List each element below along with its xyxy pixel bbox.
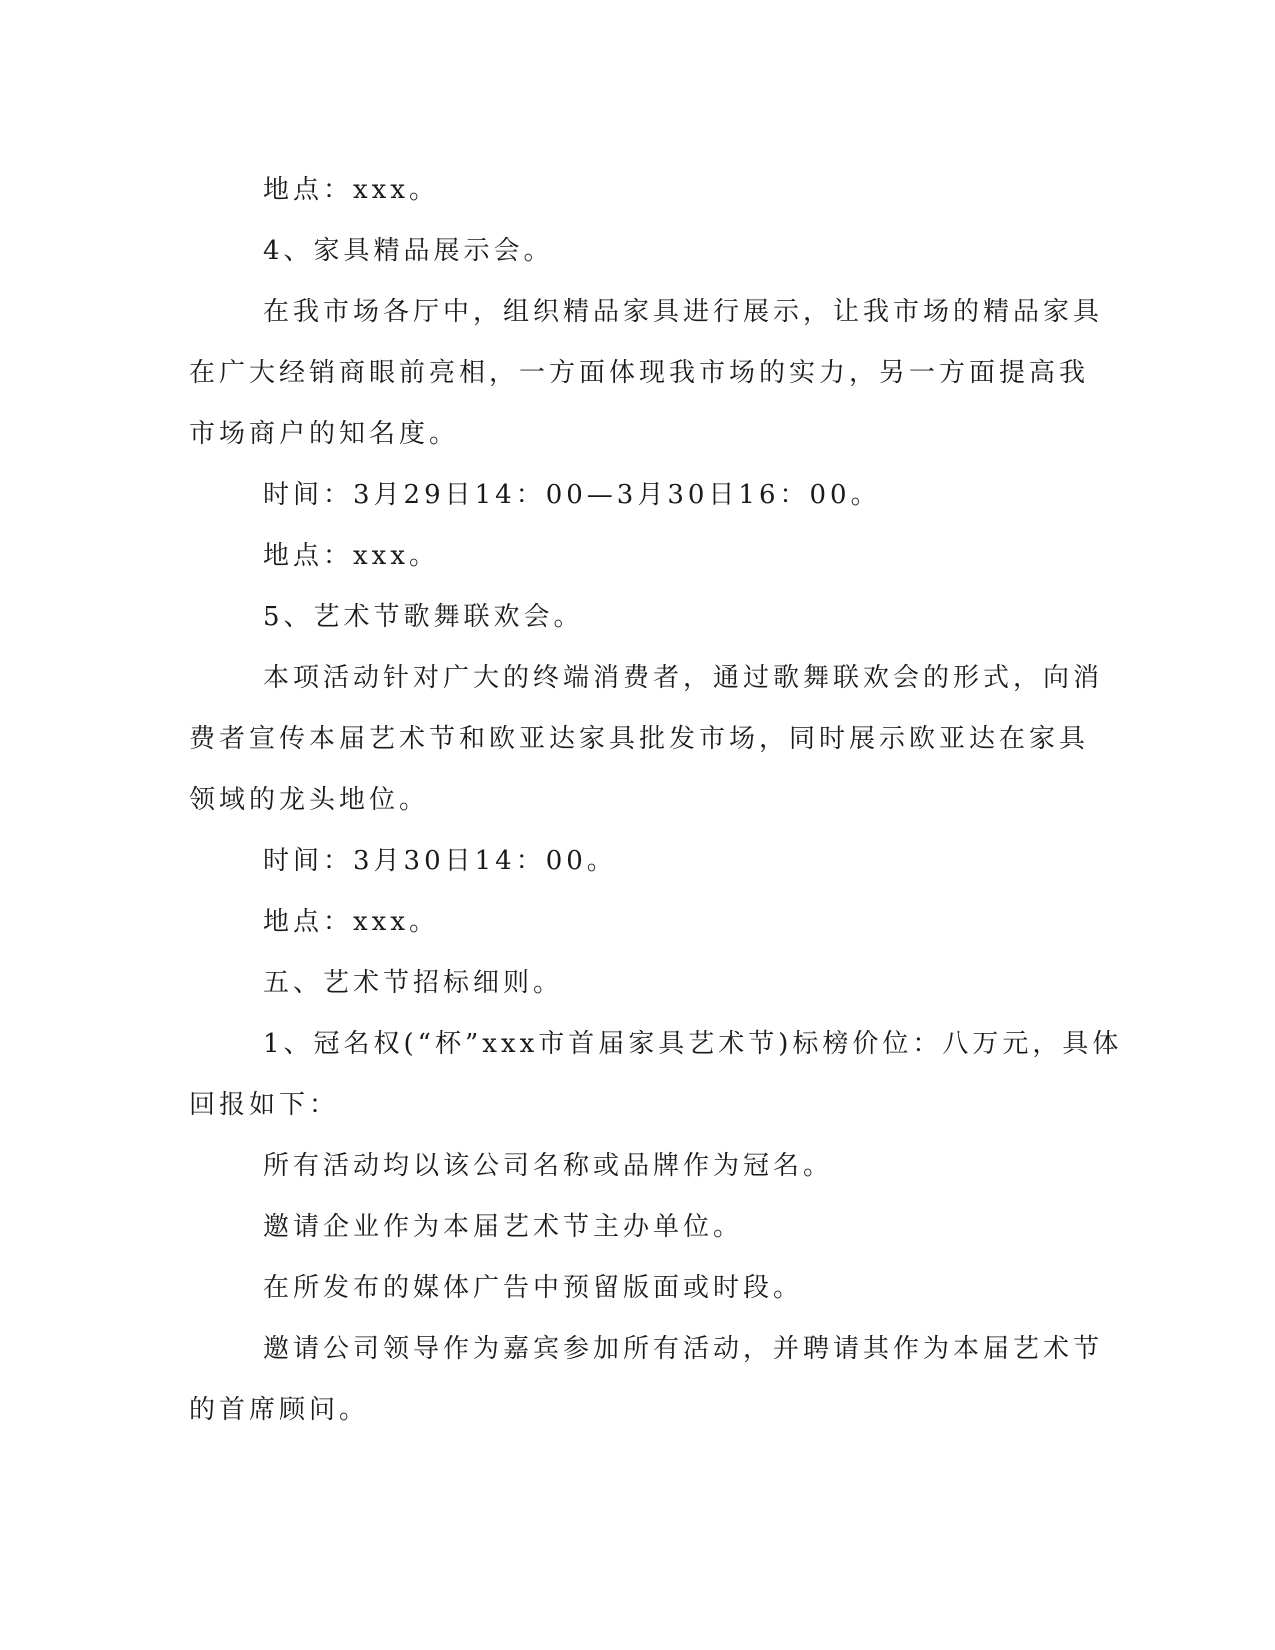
- list-item: 邀请企业作为本届艺术节主办单位。: [263, 1212, 744, 1242]
- location-line: 地点：xxx。: [263, 175, 439, 205]
- location-line: 地点：xxx。: [263, 907, 439, 937]
- list-item: 在所发布的媒体广告中预留版面或时段。: [263, 1273, 804, 1303]
- body-paragraph-line: 本项活动针对广大的终端消费者，通过歌舞联欢会的形式，向消: [263, 663, 1104, 693]
- location-line: 地点：xxx。: [263, 541, 439, 571]
- document-body: [189, 160, 1123, 1441]
- body-paragraph-line: 在广大经销商眼前亮相，一方面体现我市场的实力，另一方面提高我: [189, 358, 1090, 388]
- body-paragraph-line: 回报如下：: [189, 1090, 340, 1120]
- list-item: 所有活动均以该公司名称或品牌作为冠名。: [263, 1151, 834, 1181]
- body-paragraph-line: 在我市场各厅中，组织精品家具进行展示，让我市场的精品家具: [263, 297, 1104, 327]
- time-line: 时间：3月29日14：00—3月30日16：00。: [263, 480, 881, 510]
- body-paragraph-line: 费者宣传本届艺术节和欧亚达家具批发市场，同时展示欧亚达在家具: [189, 724, 1090, 754]
- section-heading-gala: 5、艺术节歌舞联欢会。: [263, 602, 584, 632]
- list-item: 邀请公司领导作为嘉宾参加所有活动，并聘请其作为本届艺术节: [263, 1334, 1104, 1364]
- list-item: 的首席顾问。: [189, 1395, 370, 1425]
- body-paragraph-line: 市场商户的知名度。: [189, 419, 460, 449]
- section-heading-tender-rules: 五、艺术节招标细则。: [263, 968, 564, 998]
- time-line: 时间：3月30日14：00。: [263, 846, 617, 876]
- body-paragraph-line: 1、冠名权(“杯”xxx市首届家具艺术节)标榜价位：八万元，具体: [263, 1029, 1123, 1059]
- section-heading-furniture-showcase: 4、家具精品展示会。: [263, 236, 554, 266]
- body-paragraph-line: 领域的龙头地位。: [189, 785, 430, 815]
